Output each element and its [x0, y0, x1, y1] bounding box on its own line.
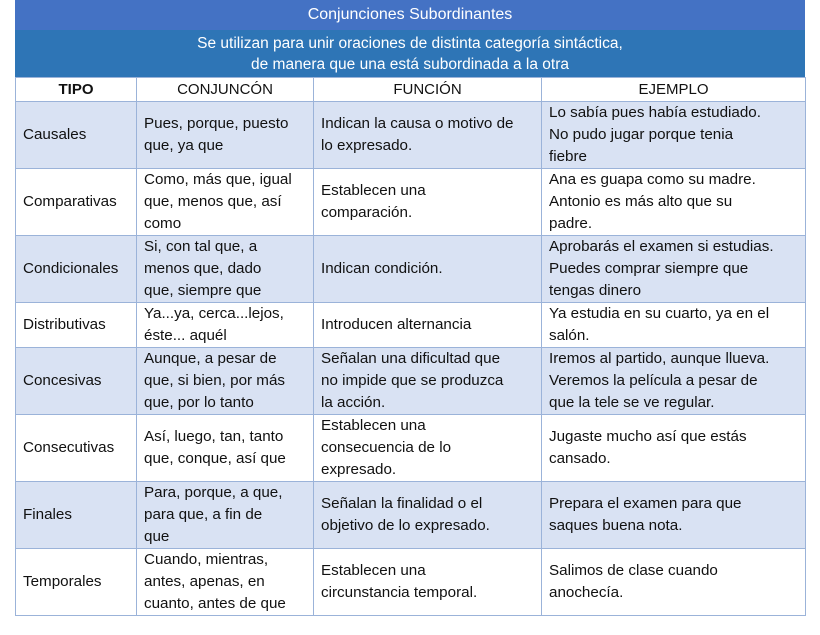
cell-text-line: Pues, porque, puesto [144, 115, 289, 132]
cell-text-line: comparación. [321, 204, 413, 221]
cell-text-line: Ya...ya, cerca...lejos, [144, 305, 284, 322]
cell-text-line: Para, porque, a que, [144, 484, 283, 501]
cell-text-line: Indican la causa o motivo de [321, 115, 514, 132]
cell-funcion [314, 102, 542, 169]
cell-text-line: salón. [549, 327, 590, 344]
conjunctions-table [15, 77, 806, 616]
cell-tipo: Causales [16, 102, 137, 169]
cell-text-line: Como, más que, igual [144, 171, 292, 188]
cell-ejemplo [542, 348, 806, 415]
cell-text-line: tengas dinero [549, 282, 642, 299]
cell-text-line: Iremos al partido, aunque llueva. [549, 350, 770, 367]
table-subtitle [15, 31, 805, 77]
cell-tipo: Consecutivas [16, 415, 137, 482]
table-row [16, 482, 806, 549]
header-ejemplo: EJEMPLO [542, 78, 806, 102]
cell-text-line: no impide que se produzca [321, 372, 504, 389]
table-row [16, 303, 806, 348]
cell-text-line: que, siempre que [144, 282, 262, 299]
cell-text-line: objetivo de lo expresado. [321, 517, 490, 534]
cell-text-line: Establecen una [321, 417, 426, 434]
cell-funcion [314, 415, 542, 482]
cell-funcion [314, 303, 542, 348]
cell-text-line: consecuencia de lo [321, 439, 452, 456]
cell-text-line: Señalan la finalidad o el [321, 495, 483, 512]
cell-ejemplo [542, 415, 806, 482]
cell-ejemplo [542, 236, 806, 303]
cell-conjuncion [137, 236, 314, 303]
cell-ejemplo [542, 482, 806, 549]
table-body [16, 102, 806, 616]
cell-ejemplo [542, 303, 806, 348]
cell-text-line: lo expresado. [321, 137, 413, 154]
cell-ejemplo [542, 169, 806, 236]
cell-text-line: cuanto, antes de que [144, 595, 286, 612]
cell-text-line: Puedes comprar siempre que [549, 260, 749, 277]
cell-funcion [314, 549, 542, 616]
cell-text-line: Ana es guapa como su madre. [549, 171, 756, 188]
cell-text-line: expresado. [321, 461, 397, 478]
cell-tipo: Temporales [16, 549, 137, 616]
table-row [16, 102, 806, 169]
cell-text-line: Aprobarás el examen si estudias. [549, 238, 774, 255]
table-row [16, 415, 806, 482]
cell-conjuncion [137, 415, 314, 482]
cell-text-line: que, si bien, por más [144, 372, 285, 389]
cell-tipo: Finales [16, 482, 137, 549]
cell-text-line: Si, con tal que, a [144, 238, 258, 255]
header-row [16, 78, 806, 102]
cell-ejemplo [542, 102, 806, 169]
cell-funcion [314, 169, 542, 236]
cell-text-line: circunstancia temporal. [321, 584, 478, 601]
cell-text-line: Así, luego, tan, tanto [144, 428, 284, 445]
table-row [16, 549, 806, 616]
cell-conjuncion [137, 169, 314, 236]
cell-text-line: Jugaste mucho así que estás [549, 428, 747, 445]
cell-text-line: padre. [549, 215, 593, 232]
cell-text-line: Cuando, mientras, [144, 551, 269, 568]
cell-tipo: Condicionales [16, 236, 137, 303]
cell-text-line: como [144, 215, 182, 232]
cell-text-line: que [144, 528, 170, 545]
cell-text-line: menos que, dado [144, 260, 262, 277]
cell-text-line: Lo sabía pues había estudiado. [549, 104, 761, 121]
cell-tipo: Concesivas [16, 348, 137, 415]
cell-text-line: No pudo jugar porque tenia [549, 126, 734, 143]
cell-tipo: Distributivas [16, 303, 137, 348]
cell-conjuncion [137, 549, 314, 616]
cell-text-line: antes, apenas, en [144, 573, 265, 590]
cell-text-line: Señalan una dificultad que [321, 350, 501, 367]
header-conjuncion: CONJUNCÓN [137, 78, 314, 102]
cell-text-line: Veremos la película a pesar de [549, 372, 758, 389]
cell-text-line: Aunque, a pesar de [144, 350, 277, 367]
cell-ejemplo [542, 549, 806, 616]
cell-text-line: que la tele se ve regular. [549, 394, 715, 411]
cell-text-line: Antonio es más alto que su [549, 193, 733, 210]
cell-conjuncion [137, 482, 314, 549]
cell-funcion [314, 236, 542, 303]
cell-text-line: Indican condición. [321, 260, 443, 277]
header-tipo: TIPO [16, 78, 137, 102]
cell-conjuncion [137, 348, 314, 415]
cell-text-line: la acción. [321, 394, 386, 411]
cell-conjuncion [137, 102, 314, 169]
cell-funcion [314, 348, 542, 415]
subtitle-line-2: de manera que una está subordinada a la otra [251, 56, 569, 73]
cell-text-line: Salimos de clase cuando [549, 562, 718, 579]
subtitle-line-1: Se utilizan para unir oraciones de distinta categoría sintáctica, [197, 35, 623, 52]
cell-text-line: Establecen una [321, 182, 426, 199]
table-title: Conjunciones Subordinantes [15, 0, 805, 31]
table-row [16, 169, 806, 236]
header-funcion: FUNCIÓN [314, 78, 542, 102]
cell-text-line: éste... aquél [144, 327, 227, 344]
cell-text-line: cansado. [549, 450, 611, 467]
cell-text-line: Establecen una [321, 562, 426, 579]
conjunctions-sheet [15, 0, 805, 616]
cell-conjuncion [137, 303, 314, 348]
cell-text-line: que, menos que, así [144, 193, 282, 210]
cell-text-line: saques buena nota. [549, 517, 683, 534]
cell-tipo: Comparativas [16, 169, 137, 236]
cell-text-line: para que, a fin de [144, 506, 263, 523]
cell-text-line: anochecía. [549, 584, 624, 601]
cell-text-line: que, por lo tanto [144, 394, 254, 411]
cell-funcion [314, 482, 542, 549]
cell-text-line: Ya estudia en su cuarto, ya en el [549, 305, 770, 322]
cell-text-line: Introducen alternancia [321, 316, 472, 333]
cell-text-line: Prepara el examen para que [549, 495, 742, 512]
table-row [16, 348, 806, 415]
table-row [16, 236, 806, 303]
cell-text-line: fiebre [549, 148, 587, 165]
cell-text-line: que, conque, así que [144, 450, 286, 467]
cell-text-line: que, ya que [144, 137, 224, 154]
